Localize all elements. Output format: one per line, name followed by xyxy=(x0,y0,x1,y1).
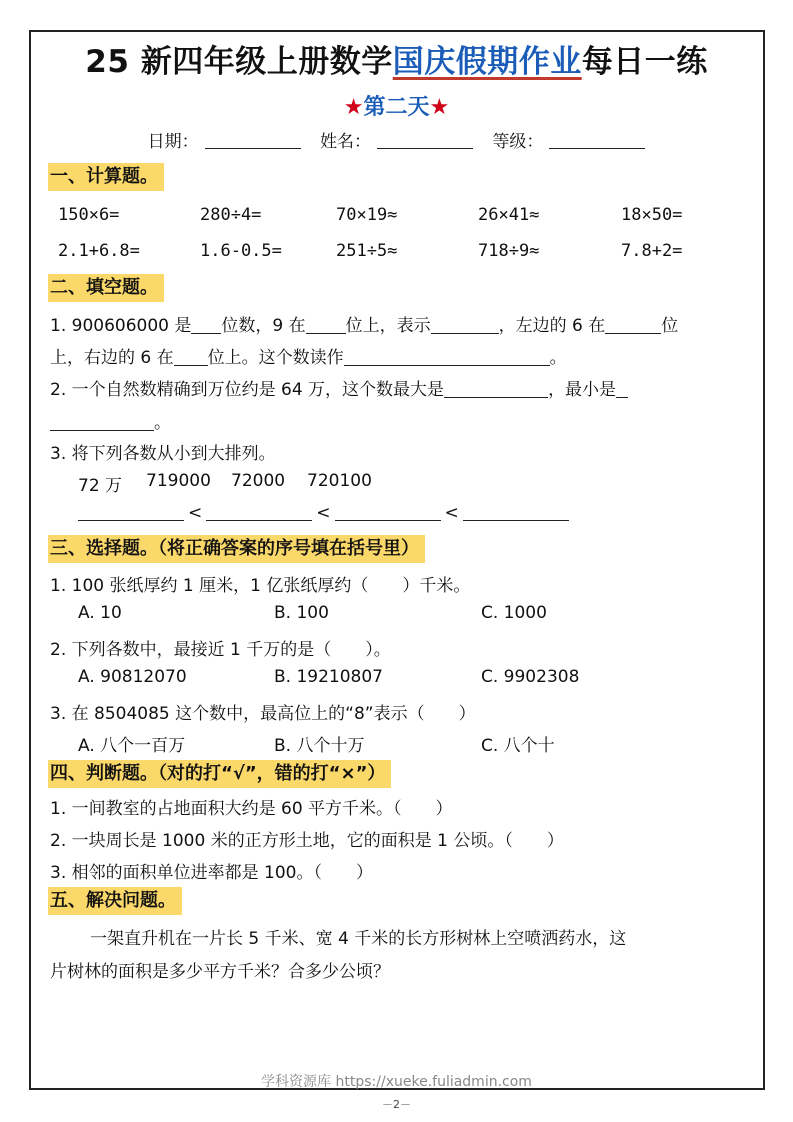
day-text: 第二天 xyxy=(363,95,430,120)
calc-item: 150×6= xyxy=(58,205,120,225)
problem-line-2: 片树林的面积是多少平方千米？合多少公顷？ xyxy=(50,962,390,982)
option-a[interactable]: A. 八个一百万 xyxy=(78,736,186,756)
star-icon: ★ xyxy=(343,95,364,120)
title-highlight: 国庆假期作业 xyxy=(392,44,582,80)
page-title xyxy=(0,36,793,81)
option-c[interactable]: C. 1000 xyxy=(481,603,547,623)
option-a[interactable]: A. 10 xyxy=(78,603,122,623)
section-heading-fill: 二、填空题。 xyxy=(48,274,164,302)
title-prefix: 25 新四年级上册数学 xyxy=(85,44,393,80)
grade-field[interactable] xyxy=(549,132,645,149)
fill-q1-line2 xyxy=(50,343,567,368)
calc-item: 26×41≈ xyxy=(478,205,540,225)
footer-source: 学科资源库 https://xueke.fuliadmin.com xyxy=(261,1074,532,1090)
name-field[interactable] xyxy=(377,132,473,149)
q2-text-a: 2. 一个自然数精确到万位约是 64 万，这个数最大是 xyxy=(50,380,445,400)
judge-q2: 2. 一块周长是 1000 米的正方形土地，它的面积是 1 公顷。（ ） xyxy=(50,831,564,851)
option-a[interactable]: A. 90812070 xyxy=(78,667,187,687)
section-heading-problem: 五、解决问题。 xyxy=(48,887,182,915)
option-c[interactable]: C. 八个十 xyxy=(481,736,555,756)
q1-text-c: 位上，表示 xyxy=(345,316,431,336)
answer-blank[interactable] xyxy=(616,381,628,398)
number-item: 72 万 xyxy=(78,476,123,496)
q2-text-b: ，最小是 xyxy=(548,380,617,400)
fill-q3: 3. 将下列各数从小到大排列。 xyxy=(50,444,276,464)
calc-item: 70×19≈ xyxy=(336,205,398,225)
day-label xyxy=(0,90,793,121)
q1-text-e: 位 xyxy=(661,316,679,336)
q1-text-a: 1. 900606000 是 xyxy=(50,316,192,336)
section-heading-choice: 三、选择题。（将正确答案的序号填在括号里） xyxy=(48,535,425,563)
answer-blank[interactable] xyxy=(463,504,569,521)
number-item: 719000 xyxy=(146,471,211,491)
q2-text-c: 。 xyxy=(154,413,171,433)
answer-blank[interactable] xyxy=(78,504,184,521)
number-item: 72000 xyxy=(231,471,286,491)
fill-q3-order xyxy=(78,503,569,523)
fill-q2-line1 xyxy=(50,375,628,400)
section-heading-calc: 一、计算题。 xyxy=(48,163,164,191)
option-b[interactable]: B. 八个十万 xyxy=(274,736,365,756)
title-suffix: 每日一练 xyxy=(581,44,708,80)
answer-blank[interactable] xyxy=(344,349,550,366)
info-line xyxy=(0,127,793,152)
judge-q3: 3. 相邻的面积单位进率都是 100。（ ） xyxy=(50,863,373,883)
less-than-sign: < xyxy=(188,503,203,523)
answer-blank[interactable] xyxy=(191,317,221,334)
section-heading-judge: 四、判断题。（对的打“√”，错的打“×”） xyxy=(48,760,391,788)
option-b[interactable]: B. 100 xyxy=(274,603,329,623)
choice-q2: 2. 下列各数中，最接近 1 千万的是（ ）。 xyxy=(50,640,391,660)
less-than-sign: < xyxy=(444,503,459,523)
answer-blank[interactable] xyxy=(206,504,312,521)
answer-blank[interactable] xyxy=(431,317,499,334)
answer-blank[interactable] xyxy=(174,349,208,366)
calc-item: 280÷4= xyxy=(200,205,262,225)
calc-item: 718÷9≈ xyxy=(478,241,540,261)
calc-item: 2.1+6.8= xyxy=(58,241,140,261)
option-b[interactable]: B. 19210807 xyxy=(274,667,383,687)
choice-q3: 3. 在 8504085 这个数中，最高位上的“8”表示（ ） xyxy=(50,704,476,724)
answer-blank[interactable] xyxy=(335,504,441,521)
fill-q2-line2 xyxy=(50,408,171,433)
answer-blank[interactable] xyxy=(444,381,548,398)
q1-text-f: 上，右边的 6 在 xyxy=(50,348,174,368)
page-number: －2－ xyxy=(382,1098,411,1111)
name-label: 姓名： xyxy=(320,132,371,152)
answer-blank[interactable] xyxy=(306,317,346,334)
calc-item: 18×50= xyxy=(621,205,683,225)
calc-item: 7.8+2= xyxy=(621,241,683,261)
date-label: 日期： xyxy=(147,132,199,152)
option-c[interactable]: C. 9902308 xyxy=(481,667,580,687)
star-icon: ★ xyxy=(429,95,450,120)
answer-blank[interactable] xyxy=(50,414,154,431)
choice-q1: 1. 100 张纸厚约 1 厘米，1 亿张纸厚约（ ）千米。 xyxy=(50,576,471,596)
answer-blank[interactable] xyxy=(605,317,661,334)
number-item: 720100 xyxy=(307,471,372,491)
date-field[interactable] xyxy=(205,132,301,149)
grade-label: 等级： xyxy=(492,132,544,152)
calc-item: 251÷5≈ xyxy=(336,241,398,261)
calc-item: 1.6-0.5= xyxy=(200,241,282,261)
q1-text-g: 位上。这个数读作 xyxy=(207,348,344,368)
problem-line-1: 一架直升机在一片长 5 千米、宽 4 千米的长方形树林上空喷洒药水，这 xyxy=(90,929,627,949)
judge-q1: 1. 一间教室的占地面积大约是 60 平方千米。（ ） xyxy=(50,799,453,819)
q1-text-h: 。 xyxy=(549,348,567,368)
q1-text-d: ，左边的 6 在 xyxy=(498,316,606,336)
fill-q1-line1 xyxy=(50,311,678,336)
q1-text-b: 位数，9 在 xyxy=(221,316,306,336)
less-than-sign: < xyxy=(316,503,331,523)
